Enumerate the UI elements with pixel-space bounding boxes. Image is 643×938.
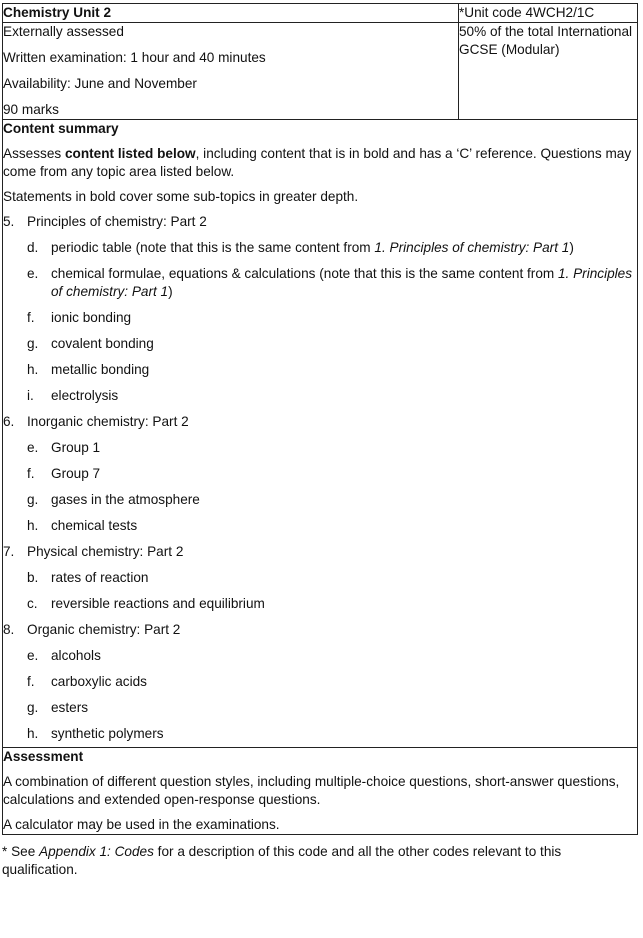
subtopic-item — [27, 361, 637, 379]
subtopic-item — [27, 725, 637, 743]
subtopic-text: electrolysis — [51, 388, 119, 403]
subtopic-text: esters — [51, 700, 89, 715]
subtopic-letter: f. — [27, 310, 35, 325]
calculator-note: A calculator may be used in the examinations. — [3, 817, 280, 832]
subtopic-text: chemical tests — [51, 518, 138, 533]
subtopic-text: rates of reaction — [51, 570, 149, 585]
subtopic-letter: g. — [27, 700, 39, 715]
subtopic-item — [27, 465, 637, 483]
footnote: * See Appendix 1: Codes for a description of this code and all the other codes relevant to this qualification. — [2, 844, 562, 877]
availability: Availability: June and November — [3, 76, 197, 91]
subtopic-letter: d. — [27, 240, 39, 255]
subtopic-letter: e. — [27, 266, 39, 281]
subtopic-text: reversible reactions and equilibrium — [51, 596, 265, 611]
subtopic-letter: i. — [27, 388, 34, 403]
unit-code: *Unit code 4WCH2/1C — [459, 5, 595, 20]
subtopic-text: periodic table (note that this is the same content from 1. Principles of chemistry: Part 1) — [51, 240, 574, 255]
subtopic-item — [27, 517, 637, 535]
topic-title: Organic chemistry: Part 2 — [27, 622, 181, 637]
unit-details-cell — [3, 23, 459, 120]
assessment-cell — [3, 748, 638, 835]
subtopic-letter: h. — [27, 726, 39, 741]
cross-reference: 1. Principles of chemistry: Part 1 — [374, 240, 570, 255]
exam-duration: Written examination: 1 hour and 40 minutes — [3, 50, 266, 65]
subtopic-letter: g. — [27, 492, 39, 507]
unit-title-cell — [3, 4, 459, 23]
subtopic-letter: e. — [27, 440, 39, 455]
subtopic-item — [27, 699, 637, 717]
topic-number: 5. — [3, 214, 15, 229]
topic-title: Principles of chemistry: Part 2 — [27, 214, 207, 229]
subtopic-letter: h. — [27, 362, 39, 377]
subtopic-text: Group 7 — [51, 466, 101, 481]
subtopic-item — [27, 265, 637, 301]
weighting-cell — [459, 23, 638, 120]
content-summary-intro: Assesses content listed below, including content that is in bold and has a ‘C’ reference. Questions may come from any topic area listed below. — [3, 146, 632, 179]
weighting: 50% of the total International GCSE (Modular) — [459, 24, 633, 57]
subtopic-item — [27, 673, 637, 691]
subtopic-text: covalent bonding — [51, 336, 154, 351]
unit-table — [2, 3, 638, 835]
topic-title: Physical chemistry: Part 2 — [27, 544, 184, 559]
subtopic-item — [27, 491, 637, 509]
cross-reference: 1. Principles of chemistry: Part 1 — [51, 266, 633, 299]
topic-item — [3, 413, 637, 431]
subtopic-letter: g. — [27, 336, 39, 351]
subtopic-text: alcohols — [51, 648, 101, 663]
subtopic-letter: f. — [27, 674, 35, 689]
subtopic-text: Group 1 — [51, 440, 101, 455]
unit-title: Chemistry Unit 2 — [3, 5, 112, 20]
subtopic-item — [27, 569, 637, 587]
subtopic-letter: b. — [27, 570, 39, 585]
topic-number: 6. — [3, 414, 15, 429]
content-summary-cell — [3, 120, 638, 748]
total-marks: 90 marks — [3, 102, 59, 117]
topic-number: 7. — [3, 544, 15, 559]
topic-list — [3, 213, 637, 743]
topic-number: 8. — [3, 622, 15, 637]
unit-specification — [2, 3, 638, 879]
assessment-type: Externally assessed — [3, 24, 124, 39]
topic-item — [3, 543, 637, 561]
subtopic-letter: f. — [27, 466, 35, 481]
assessment-styles: A combination of different question styles, including multiple-choice questions, short-answer questions, calculations and extended open-response questions. — [3, 774, 620, 807]
topic-item — [3, 621, 637, 639]
subtopic-letter: h. — [27, 518, 39, 533]
subtopic-item — [27, 439, 637, 457]
unit-code-cell — [459, 4, 638, 23]
subtopic-letter: c. — [27, 596, 38, 611]
subtopic-item — [27, 239, 637, 257]
subtopic-text: ionic bonding — [51, 310, 132, 325]
subtopic-item — [27, 595, 637, 613]
subtopic-text: synthetic polymers — [51, 726, 164, 741]
topic-title: Inorganic chemistry: Part 2 — [27, 414, 189, 429]
assessment-heading: Assessment — [3, 749, 84, 764]
topic-item — [3, 213, 637, 231]
subtopic-text: chemical formulae, equations & calculations (note that this is the same content from 1. Principles of chemistry: Part 1) — [51, 266, 633, 299]
subtopic-text: metallic bonding — [51, 362, 150, 377]
subtopic-text: carboxylic acids — [51, 674, 147, 689]
subtopic-letter: e. — [27, 648, 39, 663]
bold-statement-note: Statements in bold cover some sub-topics in greater depth. — [3, 189, 359, 204]
subtopic-text: gases in the atmosphere — [51, 492, 200, 507]
subtopic-item — [27, 647, 637, 665]
subtopic-item — [27, 309, 637, 327]
subtopic-item — [27, 387, 637, 405]
subtopic-item — [27, 335, 637, 353]
content-summary-heading: Content summary — [3, 121, 119, 136]
